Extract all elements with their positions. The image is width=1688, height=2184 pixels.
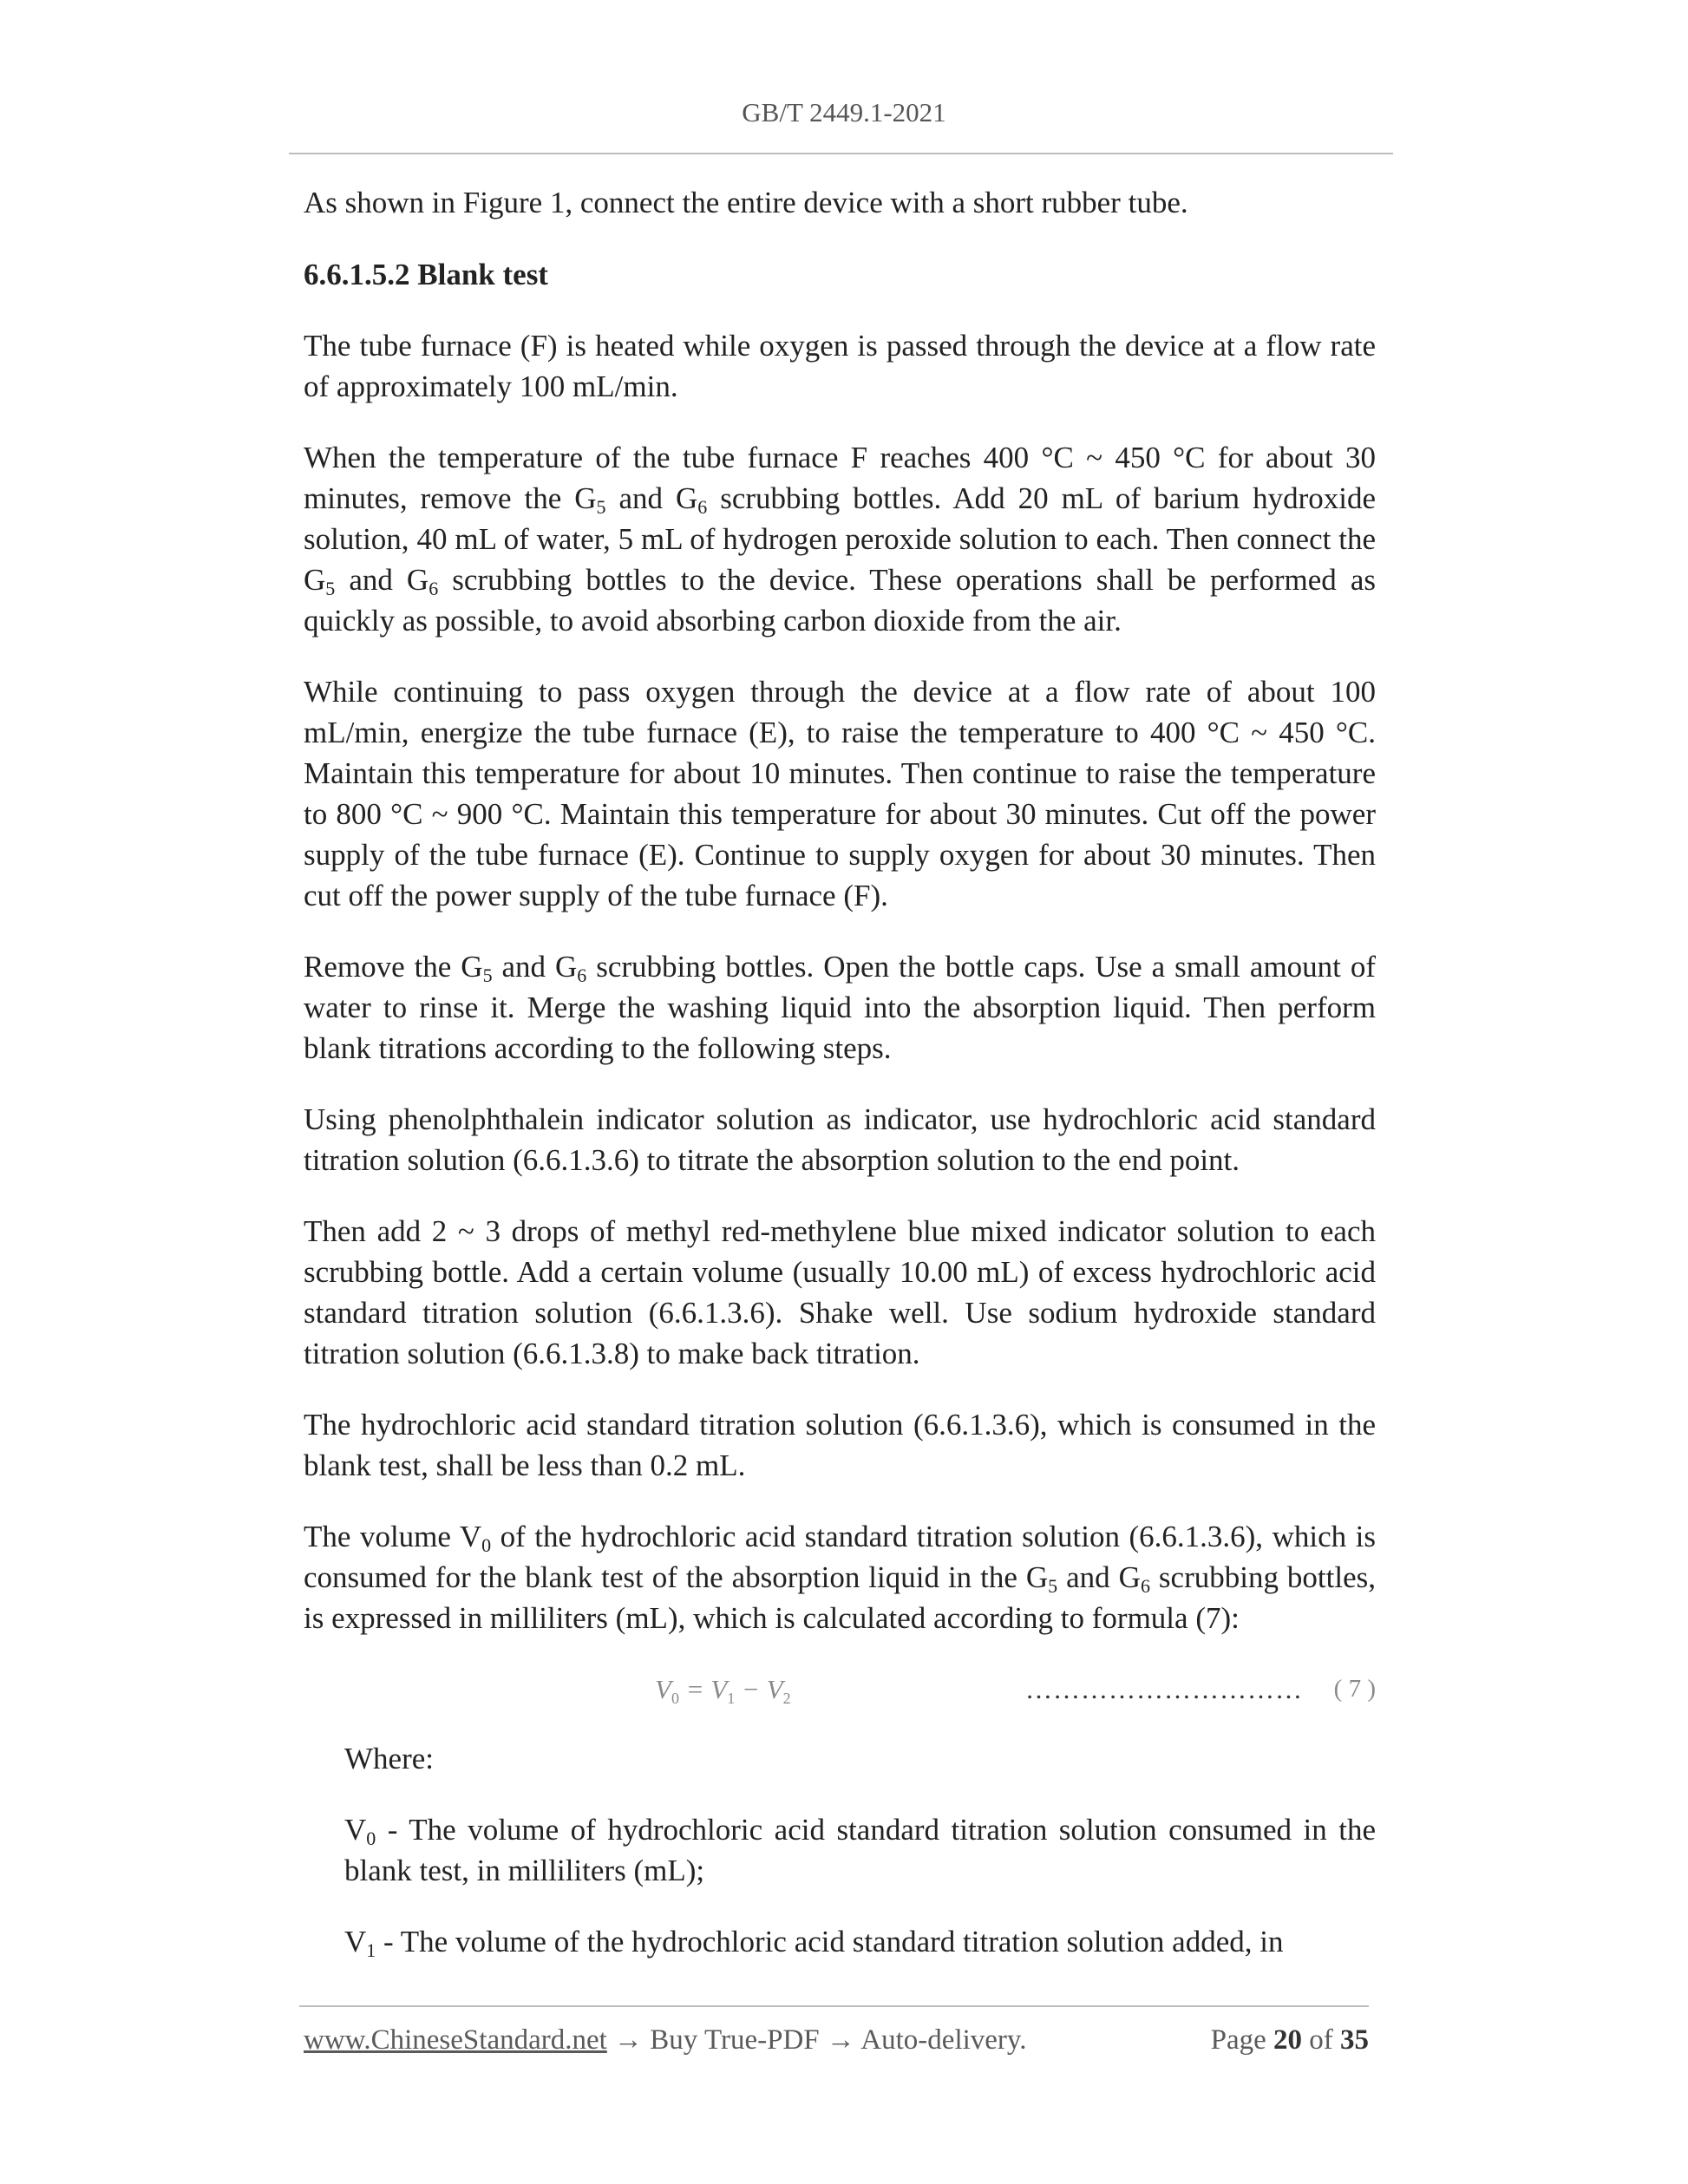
page-label: Page bbox=[1210, 2024, 1266, 2056]
definition-v1: $V_1$ - The volume of the hydrochloric acid standard titration solution added, in bbox=[344, 1925, 1284, 1961]
formula-expression: $V_0 = V_1 - V_2$ bbox=[655, 1674, 791, 1707]
page-indicator bbox=[1211, 2024, 1369, 2056]
page-header: GB/T 2449.1-2021 bbox=[742, 97, 946, 128]
formula-number: ( 7 ) bbox=[1333, 1675, 1376, 1703]
footer-divider bbox=[299, 2005, 1369, 2007]
header-divider bbox=[289, 153, 1393, 154]
paragraph-back-titration: Then add 2 ~ 3 drops of methyl red-methylene blue mixed indicator solution to each scrubbing bottle. Add a certain volume (usually 10.00 mL) of excess hydrochloric acid standard titration solution (6.6.1.3.6). Shake well. Use sodium hydroxide standard titration solution (6.6.1.3.8) to make back titration. bbox=[304, 1214, 1376, 1370]
formula-7 bbox=[304, 1669, 1376, 1714]
of-label: of bbox=[1309, 2024, 1333, 2056]
paragraph-remove-bottles: Remove the $G_5$ and $G_6$ scrubbing bottles. Open the bottle caps. Use a small amount of water to rinse it. Merge the washing liquid into the absorption liquid. Then perform blank titrations according to the following steps. bbox=[304, 950, 1376, 1065]
total-pages-number: 35 bbox=[1340, 2024, 1369, 2056]
paragraph-scrubbing-bottles: When the temperature of the tube furnace F reaches 400 °C ~ 450 °C for about 30 minutes, remove the $G_5$ and $G_6$ scrubbing bottles. Add 20 mL of barium hydroxide solution, 40 mL of water, 5 mL of hydrogen peroxide solution to each. Then connect the $G_5$ and $G_6$ scrubbing bottles to the device. These operations shall be performed as quickly as possible, to avoid absorbing carbon dioxide from the air. bbox=[304, 441, 1376, 638]
page-footer bbox=[304, 2024, 1369, 2056]
where-label: Where: bbox=[344, 1742, 434, 1775]
footer-promo-text: → Buy True-PDF → Auto-delivery. bbox=[606, 2024, 1027, 2056]
paragraph-volume-v0: The volume $V_0$ of the hydrochloric acid standard titration solution (6.6.1.3.6), which is consumed for the blank test of the absorption liquid in the $G_5$ and $G_6$ scrubbing bottles, is expressed in milliliters (mL), which is calculated according to formula (7): bbox=[304, 1520, 1376, 1635]
current-page-number: 20 bbox=[1273, 2024, 1302, 2056]
formula-leader-dots: ………………………… bbox=[1025, 1674, 1303, 1704]
document-body bbox=[304, 182, 1376, 1992]
website-link[interactable]: www.ChineseStandard.net bbox=[304, 2024, 607, 2056]
paragraph-heating: The tube furnace (F) is heated while oxygen is passed through the device at a flow rate of approximately 100 mL/min. bbox=[304, 329, 1376, 403]
paragraph-energize-furnace: While continuing to pass oxygen through the device at a flow rate of about 100 mL/min, energize the tube furnace (E), to raise the temperature to 400 °C ~ 450 °C. Maintain this temperature for about 10 minutes. Then continue to raise the temperature to 800 °C ~ 900 °C. Maintain this temperature for about 30 minutes. Cut off the power supply of the tube furnace (E). Continue to supply oxygen for about 30 minutes. Then cut off the power supply of the tube furnace (F). bbox=[304, 675, 1376, 912]
definition-v0: $V_0$ - The volume of hydrochloric acid standard titration solution consumed in the blank test, in milliliters (mL); bbox=[344, 1813, 1376, 1887]
paragraph-phenolphthalein: Using phenolphthalein indicator solution as indicator, use hydrochloric acid standard titration solution (6.6.1.3.6) to titrate the absorption solution to the end point. bbox=[304, 1102, 1376, 1177]
paragraph-connect-device: As shown in Figure 1, connect the entire device with a short rubber tube. bbox=[304, 186, 1188, 219]
section-heading: 6.6.1.5.2 Blank test bbox=[304, 258, 548, 291]
paragraph-consumption-limit: The hydrochloric acid standard titration solution (6.6.1.3.6), which is consumed in the blank test, shall be less than 0.2 mL. bbox=[304, 1408, 1376, 1482]
